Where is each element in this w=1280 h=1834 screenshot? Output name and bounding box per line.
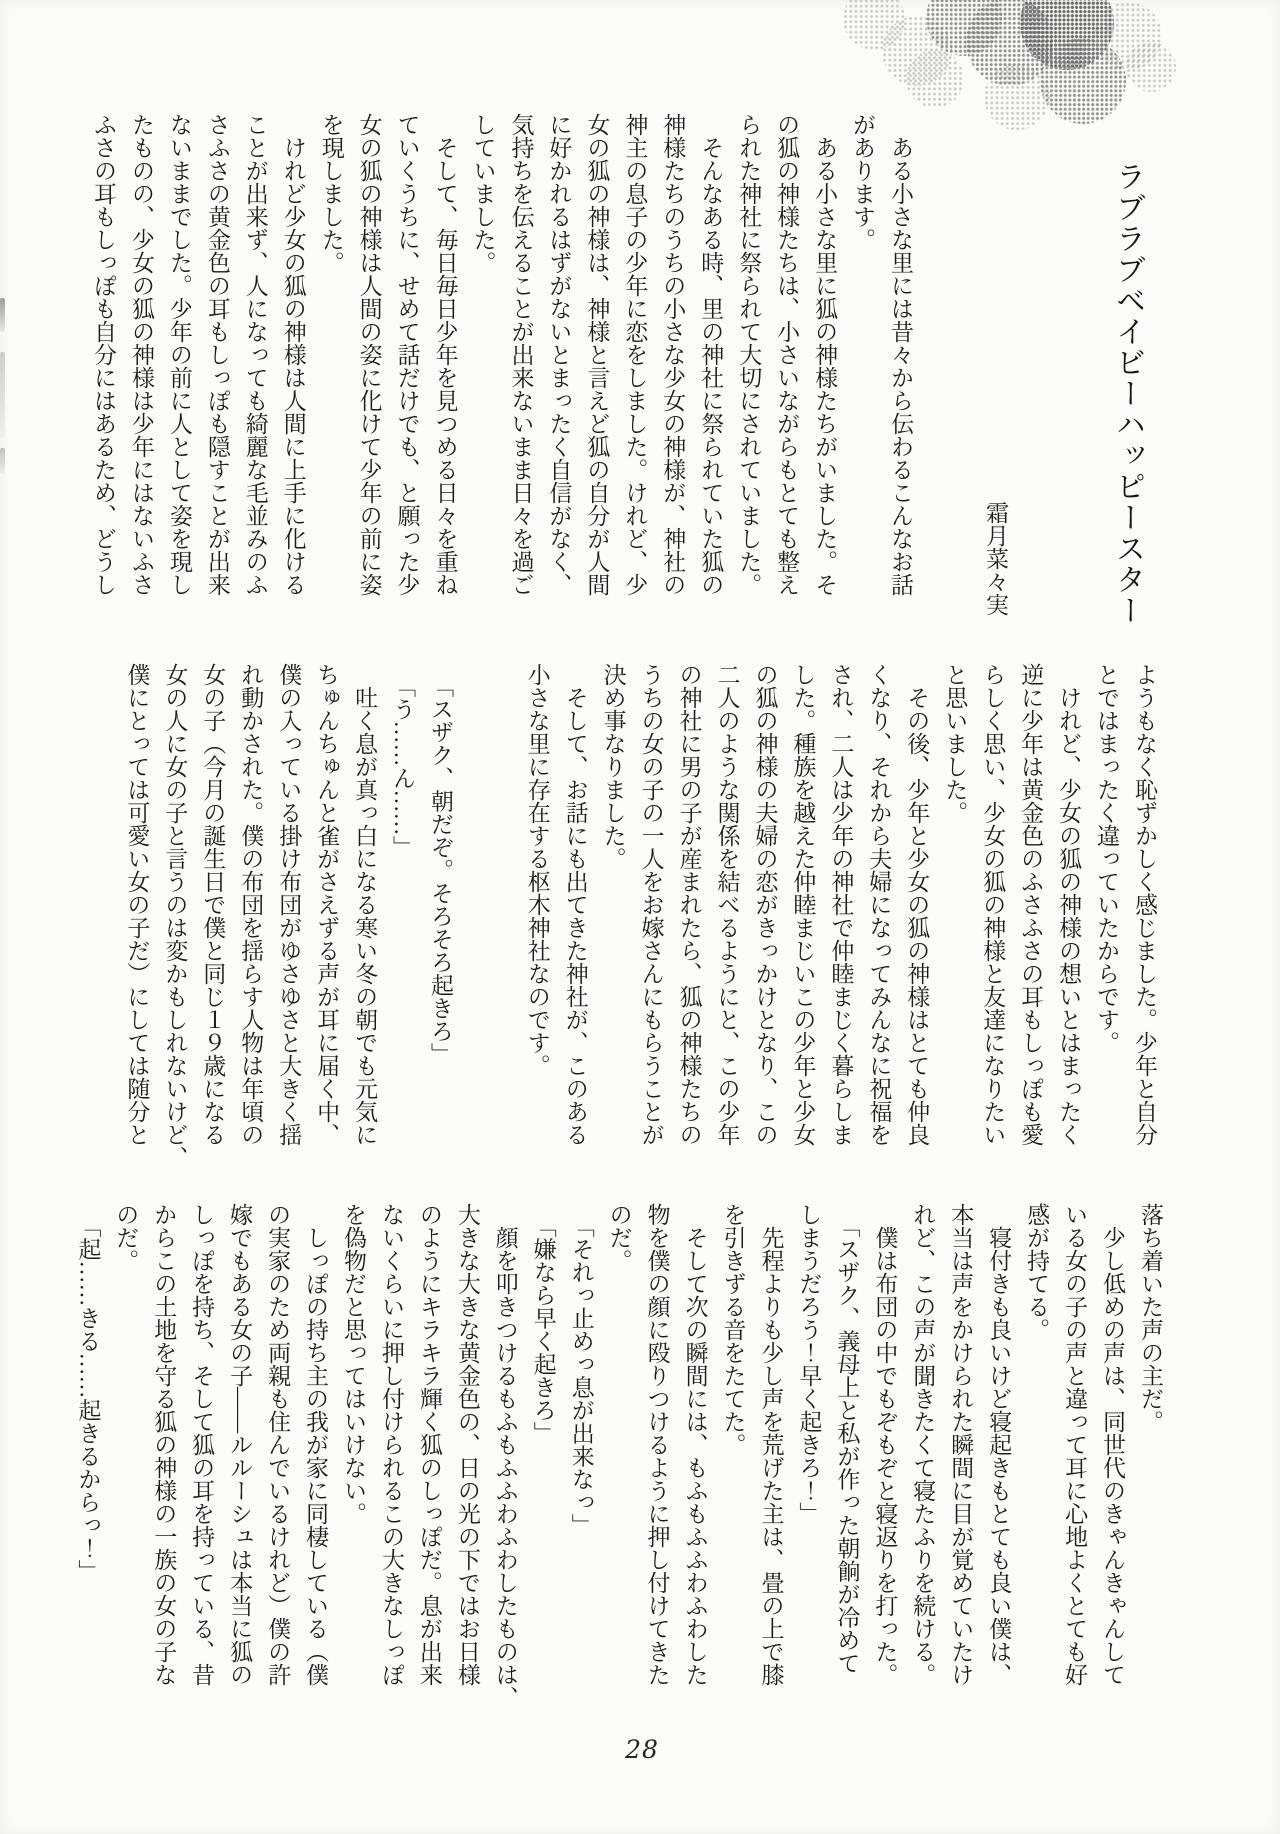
text-column: ことが出来ず、人になっても綺麗な毛並みのふ (242, 113, 268, 596)
story-section-legend-end (511, 663, 1156, 1163)
halftone-dot-blob (1040, 38, 1126, 124)
text-column: しっぽの持ち主の我が家に同棲している（僕 (303, 1203, 329, 1686)
halftone-dot-blob (1126, 42, 1176, 92)
text-column: けれど、少女の狐の神様の想いとはまったく (1056, 663, 1082, 1146)
story-section-narration (61, 1203, 1162, 1709)
text-column: 嫁でもある女の子――ルルーシュは本当に狐の (227, 1203, 253, 1686)
text-column: 神様たちのうちの小さな少女の神様が、神社の (660, 113, 686, 596)
text-column: のだ。 (606, 1203, 632, 1272)
text-column: 逆に少年は黄金色のふさふさの耳もしっぽも愛 (1018, 663, 1044, 1146)
text-column: ちゅんちゅんと雀がさえずる声が耳に届く中、 (314, 663, 340, 1146)
text-column: 「それっ止めっ息が出来なっ」 (568, 1203, 594, 1537)
halftone-dot-blob (984, 64, 1050, 130)
text-column: 決め事なりました。 (600, 663, 626, 870)
text-column: 神主の息子の少年に恋をしました。けれど、少 (622, 113, 648, 596)
text-column: そんなある時、里の神社に祭られていた狐の (698, 113, 724, 596)
text-column: いる女の子の声と違って耳に心地よくとても好 (1062, 1203, 1088, 1686)
text-column: 僕は布団の中でもぞもぞと寝返りを打った。 (872, 1203, 898, 1686)
author-name: 霜月菜々実 (983, 501, 1008, 616)
text-column: らしく思い、少女の狐の神様と友達になりたい (980, 663, 1006, 1146)
scan-artifact (0, 448, 5, 474)
text-column: ある小さな里に狐の神様たちがいました。そ (812, 113, 838, 596)
text-column: ある小さな里には昔々から伝わるこんなお話 (888, 113, 913, 596)
text-column: を偽物だと思ってはいけない。 (340, 1203, 366, 1525)
text-column: 僕の入っている掛け布団がゆさゆさと大きく揺 (276, 663, 302, 1146)
text-column: の狐の神様の夫婦の恋がきっかけとなり、この (752, 663, 778, 1146)
text-column: 「スザク、義母上と私が作った朝餉が冷めて (834, 1203, 860, 1675)
text-column: られた神社に祭られて大切にされていました。 (736, 113, 762, 596)
text-column: ふさの耳もしっぽも自分にはあるため、どうし (90, 113, 116, 596)
text-column: 小さな里に存在する枢木神社なのです。 (524, 663, 550, 1077)
text-column: 落ち着いた声の主だ。 (1138, 1203, 1163, 1433)
text-column: と思いました。 (942, 663, 968, 824)
text-column: があります。 (850, 113, 876, 251)
text-column: 吐く息が真っ白になる寒い冬の朝でも元気に (352, 663, 378, 1146)
text-column: 女の狐の神様は人間の姿に化けて少年の前に姿 (356, 113, 382, 596)
story-section-morning-scene (110, 663, 453, 1169)
text-column: たものの、少女の狐の神様は少年にはないふさ (128, 113, 154, 596)
halftone-dot-blob (882, 16, 952, 86)
text-column: 女の子（今月の誕生日で僕と同じ１９歳になる (200, 663, 226, 1146)
text-column: 物を僕の顔に殴りつけるように押し付けてきた (644, 1203, 670, 1686)
text-column: を現しました。 (318, 113, 344, 274)
text-column: くなり、それから夫婦になってみんなに祝福を (866, 663, 892, 1146)
halftone-dot-blob (906, 50, 964, 108)
text-column: とではまったく違っていたからです。 (1094, 663, 1120, 1054)
text-column: そして、毎日毎日少年を見つめる日々を重ね (432, 113, 458, 596)
text-column: 気持ちを伝えることが出来ないまま日々を過ご (508, 113, 534, 596)
text-column: 少し低めの声は、同世代のきゃんきゃんして (1100, 1203, 1126, 1686)
text-column: した。種族を越えた仲睦まじいこの少年と少女 (790, 663, 816, 1146)
text-column: 寝付きも良いけど寝起きもとても良い僕は、 (986, 1203, 1012, 1686)
text-column: され、二人は少年の神社で仲睦まじく暮らしま (828, 663, 854, 1146)
halftone-dot-blob (926, 0, 1002, 56)
text-column: 女の人に女の子と言うのは変かもしれないけど、 (162, 663, 188, 1169)
text-column: 僕にとっては可愛い女の子だ）にしては随分と (124, 663, 150, 1146)
text-column: に好かれるはずがないとまったく自信がなく、 (546, 113, 572, 596)
halftone-dot-blob (966, 0, 1054, 86)
story-section-opening (77, 113, 912, 616)
text-column: 先程よりも少し声を荒げた主は、畳の上で膝 (758, 1203, 784, 1686)
text-column: さふさの黄金色の耳もしっぽも隠すことが出来 (204, 113, 230, 596)
text-column: 「う……ん……」 (390, 663, 416, 859)
halftone-dot-blob (1020, 0, 1114, 70)
scan-artifact (0, 352, 5, 438)
text-column: を引きずる音をたてた。 (720, 1203, 746, 1456)
text-column: ないままでした。少年の前に人として姿を現し (166, 113, 192, 596)
text-column: しまうだろう！早く起きろ！」 (796, 1203, 822, 1525)
text-column: の実家のため両親も住んでいるけれど）僕の許 (265, 1203, 291, 1686)
text-column: の神社に男の子が産まれたら、狐の神様たちの (676, 663, 702, 1146)
text-column: 女の狐の神様は、神様と言えど狐の自分が人間 (584, 113, 610, 596)
text-column: しっぽを持ち、そして狐の耳を持っている、昔 (189, 1203, 215, 1686)
page-number: 28 (625, 1735, 659, 1764)
text-column: 「嫌なら早く起きろ」 (530, 1203, 556, 1445)
text-column: そして次の瞬間には、もふもふふわふわした (682, 1203, 708, 1686)
text-column: その後、少年と少女の狐の神様はとても仲良 (904, 663, 930, 1146)
text-column: 二人のような関係を結べるようにと、この少年 (714, 663, 740, 1146)
text-column: けれど少女の狐の神様は人間に上手に化ける (280, 113, 306, 596)
halftone-dot-blob (1094, 2, 1162, 70)
halftone-dot-blob (843, 0, 905, 50)
text-column: ていくうちに、せめて話だけでも、と願った少 (394, 113, 420, 596)
text-column: 「スザク、朝だぞ。そろそろ起きろ」 (428, 663, 453, 1066)
text-column: そして、お話にも出てきた神社が、このある (562, 663, 588, 1146)
text-column: 顔を叩きつけるもふもふふわふわしたものは、 (492, 1203, 518, 1709)
text-column: れ動かされた。僕の布団を揺らす人物は年頃の (238, 663, 264, 1146)
text-column: 大きな大きな黄金色の、日の光の下ではお日様 (454, 1203, 480, 1686)
scan-artifact (0, 298, 5, 332)
story-title: ラブラブベイビーハッピースター (1111, 161, 1144, 626)
text-column: うちの女の子の一人をお嫁さんにもらうことが (638, 663, 664, 1146)
text-column: のだ。 (113, 1203, 139, 1272)
text-column: からこの土地を守る狐の神様の一族の女の子な (151, 1203, 177, 1686)
text-column: 感が持てる。 (1024, 1203, 1050, 1341)
text-column: していました。 (470, 113, 496, 274)
text-column: 本当は声をかけられた瞬間に目が覚めていたけ (948, 1203, 974, 1686)
text-column: 「起……きる……起きるからっ！」 (75, 1203, 101, 1583)
text-column: のようにキラキラ輝く狐のしっぽだ。息が出来 (416, 1203, 442, 1686)
text-column: の狐の神様たちは、小さいながらもとても整え (774, 113, 800, 596)
text-column: ないくらいに押し付けられるこの大きなしっぽ (378, 1203, 404, 1686)
text-column: れど、この声が聞きたくて寝たふりを続ける。 (910, 1203, 936, 1686)
text-column: ようもなく恥ずかしく感じました。少年と自分 (1132, 663, 1157, 1146)
